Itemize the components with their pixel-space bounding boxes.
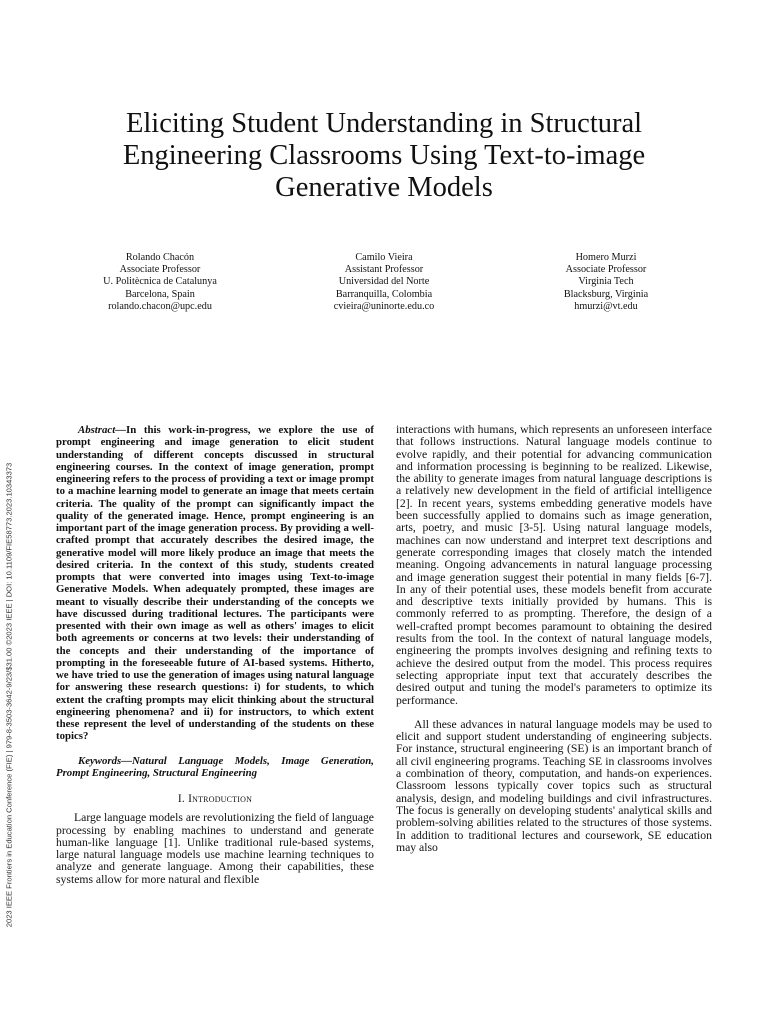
author-role: Associate Professor bbox=[119, 264, 201, 276]
publication-sidebar bbox=[2, 412, 16, 978]
author-location: Barranquilla, Colombia bbox=[335, 288, 433, 300]
body-paragraph: All these advances in natural language models may be used to elicit and support student understanding of engineering subjects. For instance, structural engineering (SE) is an important branch of all civil engineering programs. Teaching SE in classrooms involves a combination of theory, computation, and hands-on experiences. Classroom lessons typically cover topics such as structural analysis, design, and modeling buildings and civil infrastructures. The focus is generally on developing students' analytical skills and problem-solving abilities related to the structures of those systems. In addition to traditional lectures and coursework, SE education may also bbox=[396, 717, 712, 854]
author-affiliation: Universidad del Norte bbox=[338, 276, 430, 288]
publication-info: 2023 IEEE Frontiers in Education Conference (FIE) | 979-8-3503-3642-9/23/$31.00 ©2023 IEEE | DOI: 10.1109/FIE58773.2023.10343373 bbox=[4, 462, 14, 928]
abstract bbox=[56, 424, 374, 743]
author-name: Rolando Chacón bbox=[125, 252, 195, 263]
abstract-body: In this work-in-progress, we explore the use of prompt engineering and image generation to elicit student understanding of different concepts discussed in structural engineering courses. In the context of image generation, prompt engineering refers to the process of providing a text or image prompt to a machine learning model to generate an image that meets certain criteria. The quality of the prompt can significantly impact the quality of the generated image. Hence, prompt engineering is an important part of the image generation process. By providing a well-crafted prompt that accurately describes the desired image, the generative model will more likely produce an image that meets the desired criteria. In the context of this study, students created prompts that were converted into images using Text-to-image Generative Models. When adequately prompted, these images are meant to visually describe their understanding of the concepts we have discussed during traditional lectures. The participants were presented with their own image as well as others' images to elicit both agreements or concerns at two levels: their understanding of the concepts and their understanding of the importance of prompting in the foreseeable future of AI-based systems. Hitherto, we have tried to use the generation of images using natural language for answering these research questions: i) for students, to which extent the crafting prompts may elicit thinking about the structural engineering phenomena? and ii) for instructors, to which extent these represent the level of understanding of the students on these topics? bbox=[56, 424, 374, 743]
author-location: Barcelona, Spain bbox=[125, 288, 195, 300]
author-role: Associate Professor bbox=[565, 264, 647, 276]
author-email: rolando.chacon@upc.edu bbox=[108, 300, 212, 312]
author-email: cvieira@uninorte.edu.co bbox=[333, 300, 435, 312]
author-block bbox=[274, 252, 494, 313]
author-location: Blacksburg, Virginia bbox=[563, 288, 649, 300]
author-name: Homero Murzi bbox=[575, 252, 637, 263]
keywords bbox=[56, 755, 374, 780]
paper-title: Eliciting Student Understanding in Structural Engineering Classrooms Using Text-to-image Generative Models bbox=[122, 108, 646, 203]
keywords-body: Natural Language Models, Image Generation, Prompt Engineering, Structural Engineering bbox=[56, 754, 374, 779]
author-block bbox=[496, 252, 716, 313]
author-role: Assistant Professor bbox=[344, 264, 424, 276]
author-block bbox=[50, 252, 270, 313]
author-email: hmurzi@vt.edu bbox=[574, 300, 638, 312]
body-paragraph: interactions with humans, which represents an unforeseen interface that follows instructions. Natural language models continue to evolve rapidly, and their potential for advancing communication and information processing is beginning to be realized. Likewise, the ability to generate images from natural language descriptions is a relatively new development in the field of artificial intelligence [2]. In recent years, systems embedding generative models have been successfully applied to domains such as image generation, arts, poetry, and music [3-5]. Using natural language models, machines can now understand and interpret text descriptions and generate corresponding images that closely match the intended meaning. Ongoing advancements in natural language processing and image generation suggest their potential in many fields [6-7]. In any of their potential uses, these models benefit from accurate and descriptive texts initially provided by humans. This is commonly referred to as prompting. Therefore, the design of a well-crafted prompt becomes paramount to obtaining the desired results from the tool. In the context of natural language models, engineering the prompts involves designing and refining texts to achieve the desired output from the model. This process requires selecting appropriate input text that accurately describes the desired output and tuning the model's parameters to optimize its performance. bbox=[396, 423, 712, 707]
intro-paragraph: Large language models are revolutionizing the field of language processing by enabling machines to understand and generate human-like language [1]. Unlike traditional rule-based systems, large natural language models use machine learning techniques to analyze and generate language. Among their capabilities, these systems allow for more natural and flexible bbox=[56, 811, 374, 886]
abstract-lead: Abstract— bbox=[78, 424, 126, 436]
left-column bbox=[56, 424, 374, 886]
author-name: Camilo Vieira bbox=[355, 252, 413, 263]
author-affiliation: U. Politècnica de Catalunya bbox=[103, 276, 217, 288]
keywords-lead: Keywords— bbox=[78, 754, 132, 767]
author-affiliation: Virginia Tech bbox=[578, 276, 634, 288]
right-column bbox=[396, 424, 712, 854]
section-heading: I. Introduction bbox=[177, 793, 253, 805]
